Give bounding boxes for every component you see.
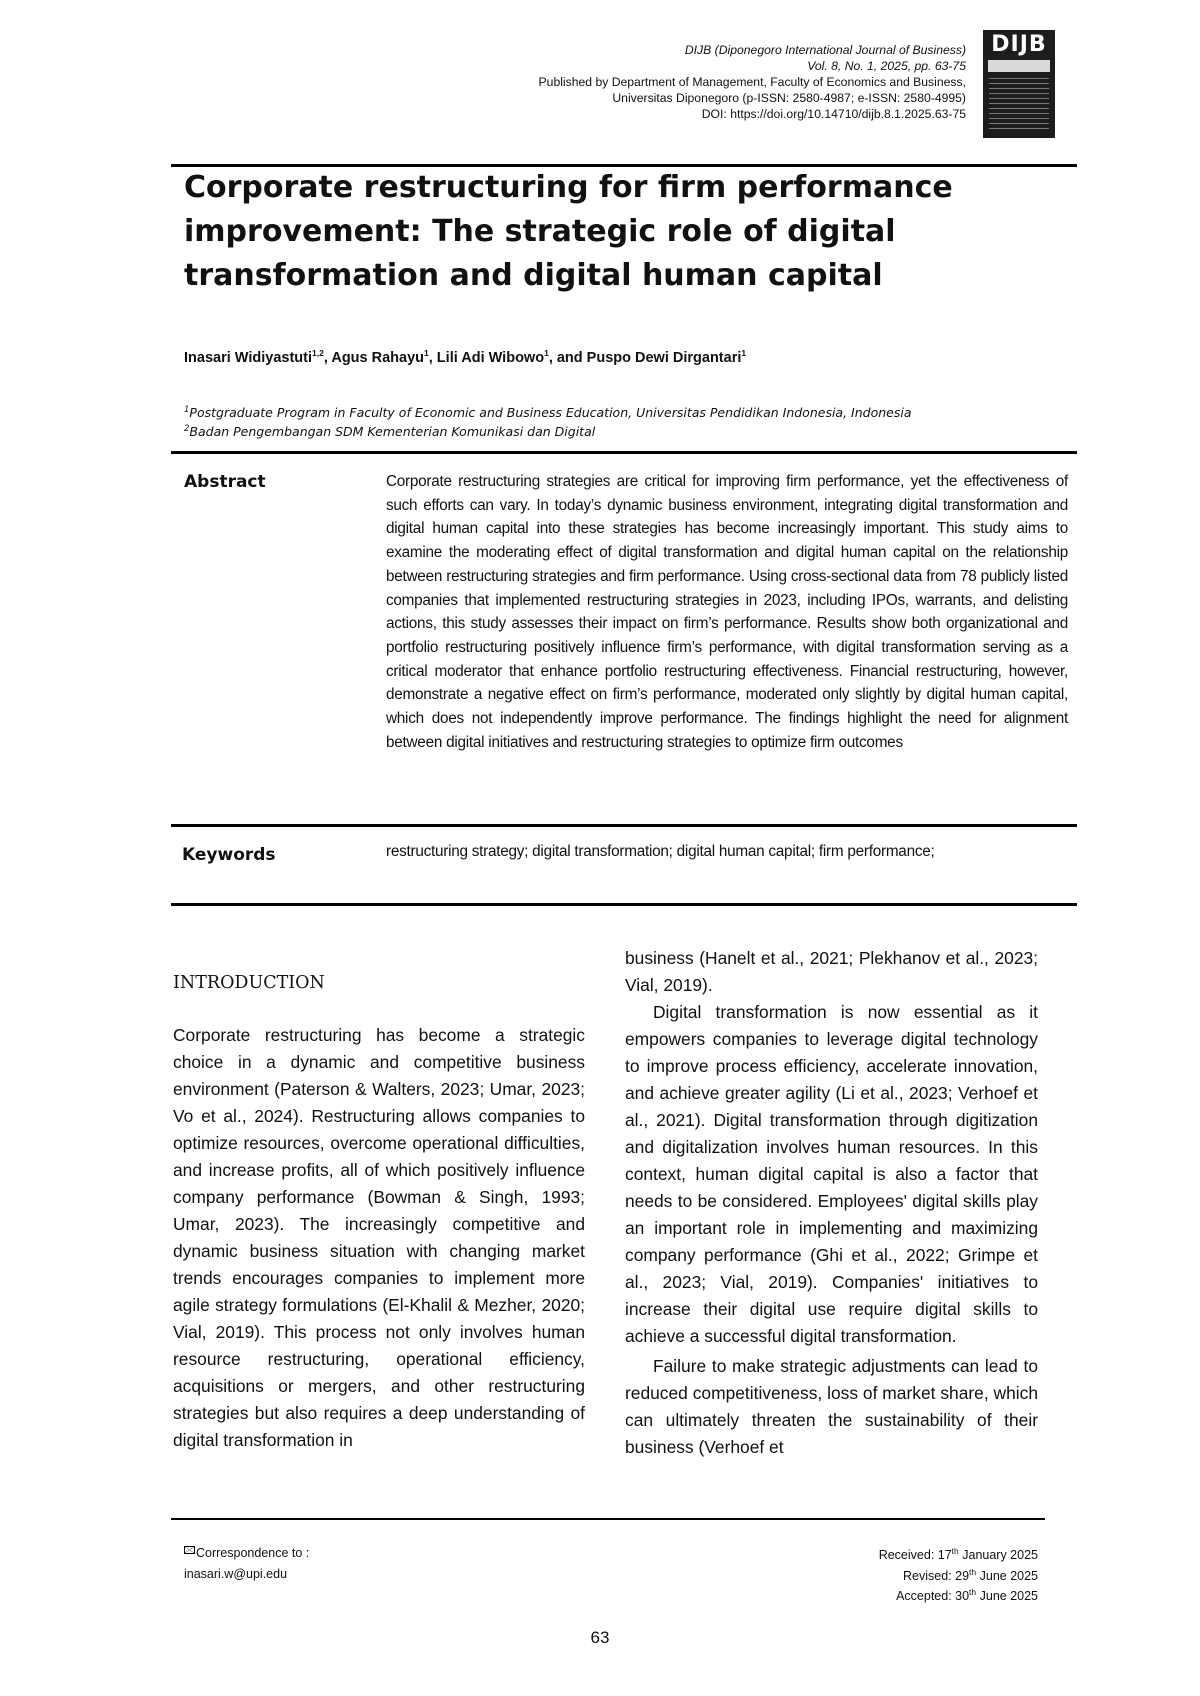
- introduction-heading: INTRODUCTION: [173, 973, 325, 993]
- author-list: [184, 348, 746, 366]
- article-title: Corporate restructuring for firm performance improvement: The strategic role of digital transformation and digital human capital: [184, 170, 953, 293]
- cover-text-lines: [989, 78, 1049, 130]
- journal-header: [360, 42, 966, 122]
- correspondence-block: [184, 1543, 309, 1585]
- affiliations: [184, 402, 911, 440]
- ordinal-suffix: th: [951, 1546, 959, 1556]
- issn-line: Universitas Diponegoro (p-ISSN: 2580-4987; e-ISSN: 2580-4995): [612, 91, 966, 105]
- keywords-text: restructuring strategy; digital transformation; digital human capital; firm performance;: [386, 843, 935, 860]
- author-name: , and Puspo Dewi Dirgantari: [548, 349, 742, 366]
- affiliation-mark: 1: [184, 405, 190, 415]
- received-date: [800, 1543, 1038, 1564]
- abstract-text: Corporate restructuring strategies are critical for improving firm performance, yet the effectiveness of such efforts can vary. In today’s dynamic business environment, integrating digital transformation and digital human capital into these strategies has become increasingly important. This study aims to examine the moderating effect of digital transformation and digital human capital on the relationship between restructuring strategies and firm performance. Using cross-sectional data from 78 publicly listed companies that implemented restructuring strategies in 2023, including IPOs, warrants, and delisting actions, this study assesses their impact on firm’s performance. Results show both organizational and portfolio restructuring positively influence firm’s performance, with digital transformation serving as a critical moderator that enhance portfolio restructuring effectiveness. Financial restructuring, however, demonstrate a negative effect on firm’s performance, moderated only slightly by digital human capital, which does not independently improve performance. The findings highlight the need for alignment between digital initiatives and restructuring strategies to optimize firm outcomes: [386, 473, 1068, 751]
- volume-pages: Vol. 8, No. 1, 2025, pp. 63-75: [807, 59, 966, 73]
- paragraph: business (Hanelt et al., 2021; Plekhanov et al., 2023; Vial, 2019).: [625, 948, 1038, 995]
- journal-name: DIJB (Diponegoro International Journal of Business): [684, 43, 966, 57]
- received-text: Received: 17: [878, 1548, 952, 1563]
- keywords-top-rule: [171, 824, 1077, 827]
- author-affiliation-mark: 1: [424, 348, 429, 358]
- paragraph: Failure to make strategic adjustments can lead to reduced competitiveness, loss of market share, which can ultimately threaten the sustainability of their business (Verhoef et: [625, 1356, 1038, 1457]
- paragraph: Corporate restructuring has become a strategic choice in a dynamic and competitive business environment (Paterson & Walters, 2023; Umar, 2023; Vo et al., 2024). Restructuring allows companies to optimize resources, overcome operational difficulties, and increase profits, all of which positively influence company performance (Bowman & Singh, 1993; Umar, 2023). The increasingly competitive and dynamic business situation with changing market trends encourages companies to implement more agile strategy formulations (El-Khalil & Mezher, 2020; Vial, 2019). This process not only involves human resource restructuring, operational efficiency, acquisitions or mergers, and other restructuring strategies but also requires a deep understanding of digital transformation in: [173, 1025, 585, 1450]
- author-name: Inasari Widiyastuti: [184, 349, 312, 366]
- cover-band: [988, 60, 1050, 72]
- paragraph: Digital transformation is now essential as it empowers companies to leverage digital technology to improve process efficiency, accelerate innovation, and achieve greater agility (Li et al., 2023; Verhoef et al., 2021). Digital transformation through digitization and digitalization involves human resources. In this context, human digital capital is also a factor that needs to be considered. Employees' digital skills play an important role in implementing and maximizing company performance (Ghi et al., 2022; Grimpe et al., 2023; Vial, 2019). Companies' initiatives to increase their digital use require digital skills to achieve a successful digital transformation.: [625, 1002, 1038, 1346]
- affiliation-text: Postgraduate Program in Faculty of Economic and Business Education, Universitas Pendidikan Indonesia, Indonesia: [189, 405, 912, 421]
- correspondence-email[interactable]: inasari.w@upi.edu: [184, 1567, 288, 1581]
- keywords-label: Keywords: [182, 845, 276, 865]
- ordinal-suffix: th: [969, 1587, 977, 1598]
- author-affiliation-mark: 1: [544, 348, 549, 358]
- page-number: 63: [590, 1628, 610, 1647]
- author-name: , Lili Adi Wibowo: [428, 349, 545, 366]
- ordinal-suffix: th: [969, 1566, 977, 1577]
- received-month: January 2025: [958, 1548, 1038, 1563]
- abstract-top-rule: [171, 451, 1077, 454]
- journal-cover-image: [983, 30, 1055, 138]
- body-column-left: [173, 1022, 585, 1454]
- doi-link[interactable]: DOI: https://doi.org/10.14710/dijb.8.1.2025.63-75: [701, 107, 966, 121]
- accepted-text: Accepted: 30: [896, 1589, 970, 1604]
- journal-logo: DIJB: [991, 32, 1047, 57]
- author-affiliation-mark: 1,2: [312, 348, 324, 358]
- abstract-label: Abstract: [184, 472, 266, 492]
- author-name: , Agus Rahayu: [323, 349, 425, 366]
- body-column-right: [625, 945, 1038, 1461]
- article-dates: [800, 1543, 1038, 1605]
- accepted-date: [800, 1584, 1038, 1605]
- revised-text: Revised: 29: [903, 1568, 970, 1583]
- author-affiliation-mark: 1: [741, 348, 747, 358]
- keywords-bottom-rule: [171, 903, 1077, 906]
- accepted-month: June 2025: [976, 1589, 1038, 1604]
- publisher-line: Published by Department of Management, Faculty of Economics and Business,: [538, 75, 966, 89]
- affiliation-text: Badan Pengembangan SDM Kementerian Komunikasi dan Digital: [189, 424, 596, 440]
- envelope-icon: [184, 1546, 195, 1554]
- affiliation-1: [184, 402, 911, 421]
- affiliation-2: [184, 421, 911, 440]
- revised-date: [800, 1564, 1038, 1585]
- footer-rule: [171, 1518, 1045, 1520]
- correspondence-label: Correspondence to :: [196, 1546, 310, 1560]
- revised-month: June 2025: [976, 1568, 1038, 1583]
- affiliation-mark: 2: [184, 424, 190, 435]
